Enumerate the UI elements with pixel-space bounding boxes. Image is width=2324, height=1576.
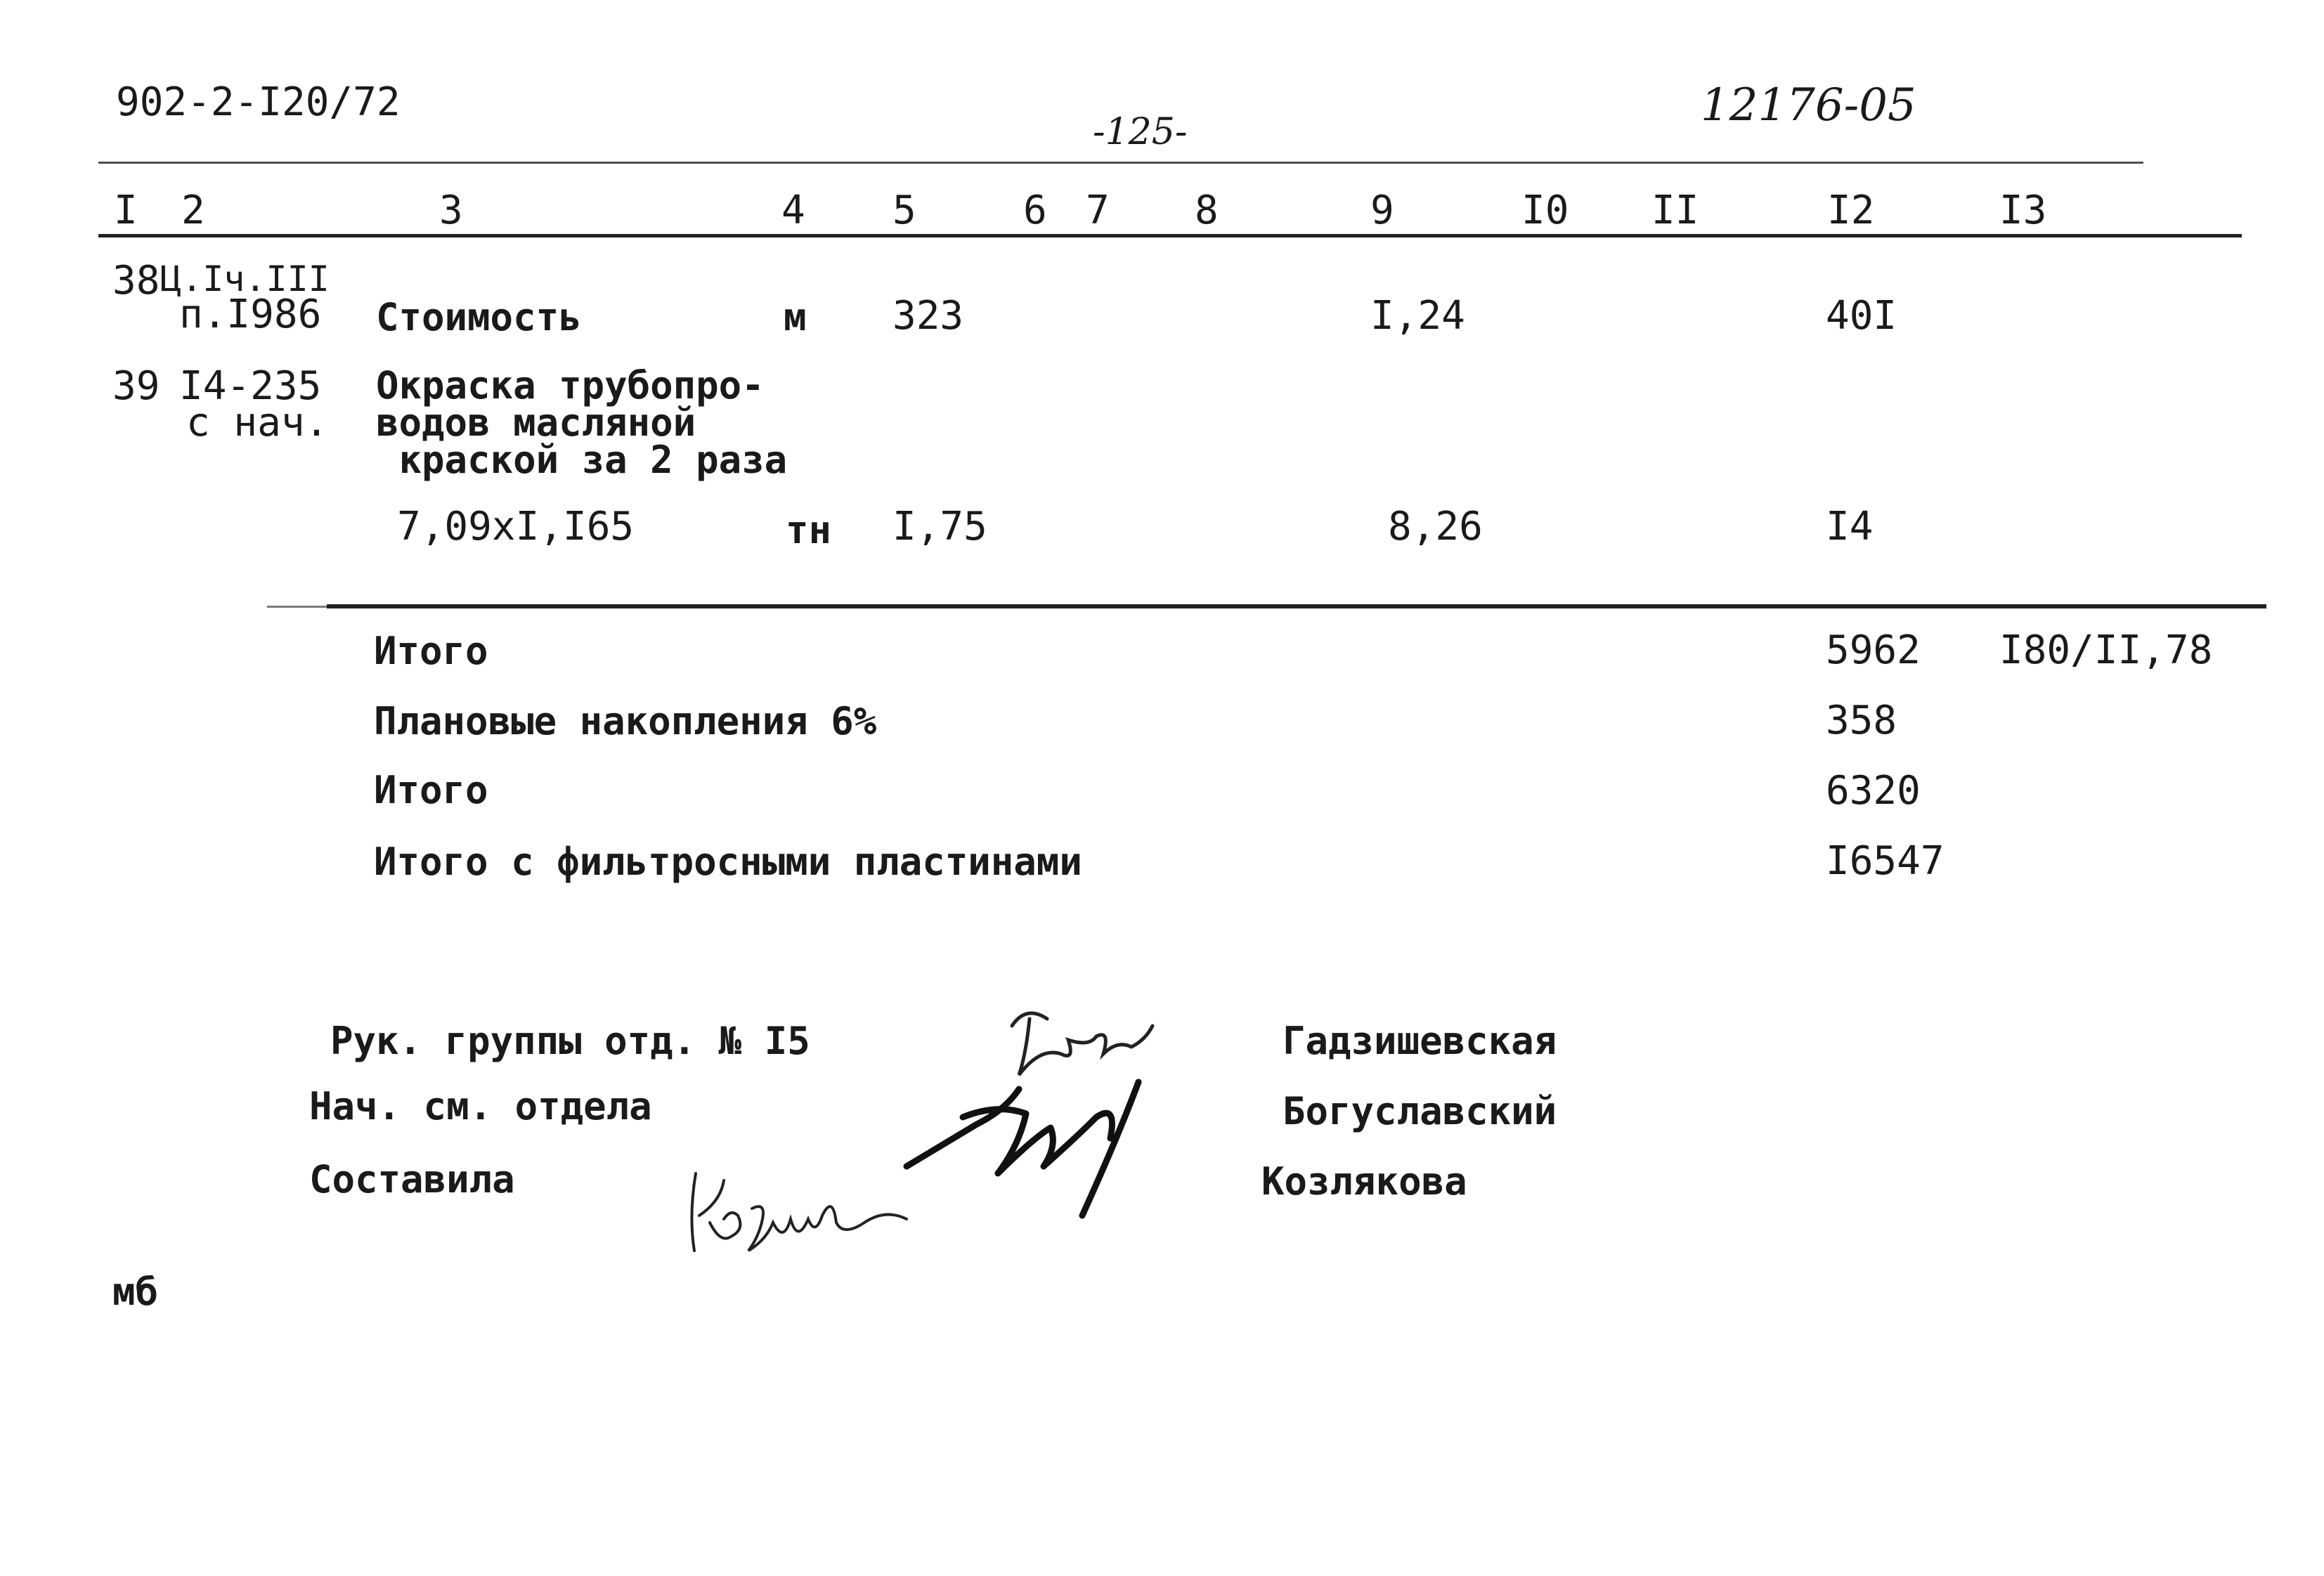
summary-extra: I80/II,78 [1999, 627, 2213, 673]
handwritten-signature-department [900, 1061, 1181, 1223]
summary-rule-dashed [267, 606, 327, 608]
column-header: I2 [1827, 188, 1875, 233]
album-code: 12176-05 [1701, 79, 1916, 131]
footer-mark: мб [112, 1270, 159, 1314]
column-header: 2 [181, 188, 205, 233]
signature-name: Козлякова [1261, 1159, 1467, 1204]
summary-label: Плановые накопления 6% [374, 699, 877, 743]
row-name: водов масляной [376, 400, 696, 445]
row-price: 8,26 [1388, 504, 1483, 549]
column-header: 4 [781, 188, 805, 233]
signature-role: Рук. группы отд. № I5 [330, 1019, 810, 1063]
summary-rule [327, 604, 2266, 608]
signature-role: Составила [309, 1157, 515, 1201]
summary-value: I6547 [1826, 838, 1945, 884]
row-code: I4-235 [179, 363, 322, 409]
column-header: 3 [439, 188, 463, 233]
signature-name: Богуславский [1283, 1089, 1557, 1133]
summary-label: Итого с фильтросными пластинами [374, 840, 1082, 884]
row-name: краской за 2 раза [376, 438, 788, 482]
column-header: 5 [892, 188, 916, 233]
column-header: 8 [1195, 188, 1219, 233]
row-unit: тн [786, 508, 832, 552]
column-header: II [1651, 188, 1699, 233]
column-header: 6 [1023, 188, 1047, 233]
row-total: 40I [1826, 293, 1897, 339]
column-header: 9 [1370, 188, 1394, 233]
column-header: I0 [1521, 188, 1569, 233]
column-header: I3 [1999, 188, 2047, 233]
row-code: с нач. [186, 400, 329, 445]
column-header: I [114, 188, 138, 233]
row-quantity: 323 [892, 293, 964, 339]
summary-value: 6320 [1826, 768, 1921, 814]
row-number: 38 [112, 258, 160, 304]
column-header: 7 [1086, 188, 1110, 233]
handwritten-signature-compiler [682, 1152, 914, 1265]
column-header-rule [98, 234, 2242, 237]
top-rule [98, 162, 2143, 164]
row-price: I,24 [1370, 293, 1465, 339]
row-number: 39 [112, 363, 160, 409]
row-code: Ц.Iч.III [160, 259, 330, 299]
row-formula: 7,09хI,I65 [397, 504, 635, 549]
row-unit: м [784, 295, 807, 339]
page-number: -125- [1093, 111, 1188, 153]
row-name: Стоимость [376, 295, 582, 339]
row-quantity: I,75 [892, 504, 987, 549]
row-total: I4 [1826, 504, 1874, 549]
signature-role: Нач. см. отдела [309, 1084, 652, 1128]
document-code: 902-2-I20/72 [116, 79, 401, 125]
row-code: п.I986 [179, 292, 322, 337]
summary-value: 5962 [1826, 627, 1921, 673]
summary-label: Итого [374, 768, 488, 812]
summary-value: 358 [1826, 698, 1897, 743]
row-name: Окраска трубопро- [376, 363, 765, 408]
signature-name: Гадзишевская [1283, 1019, 1557, 1063]
summary-label: Итого [374, 629, 488, 673]
